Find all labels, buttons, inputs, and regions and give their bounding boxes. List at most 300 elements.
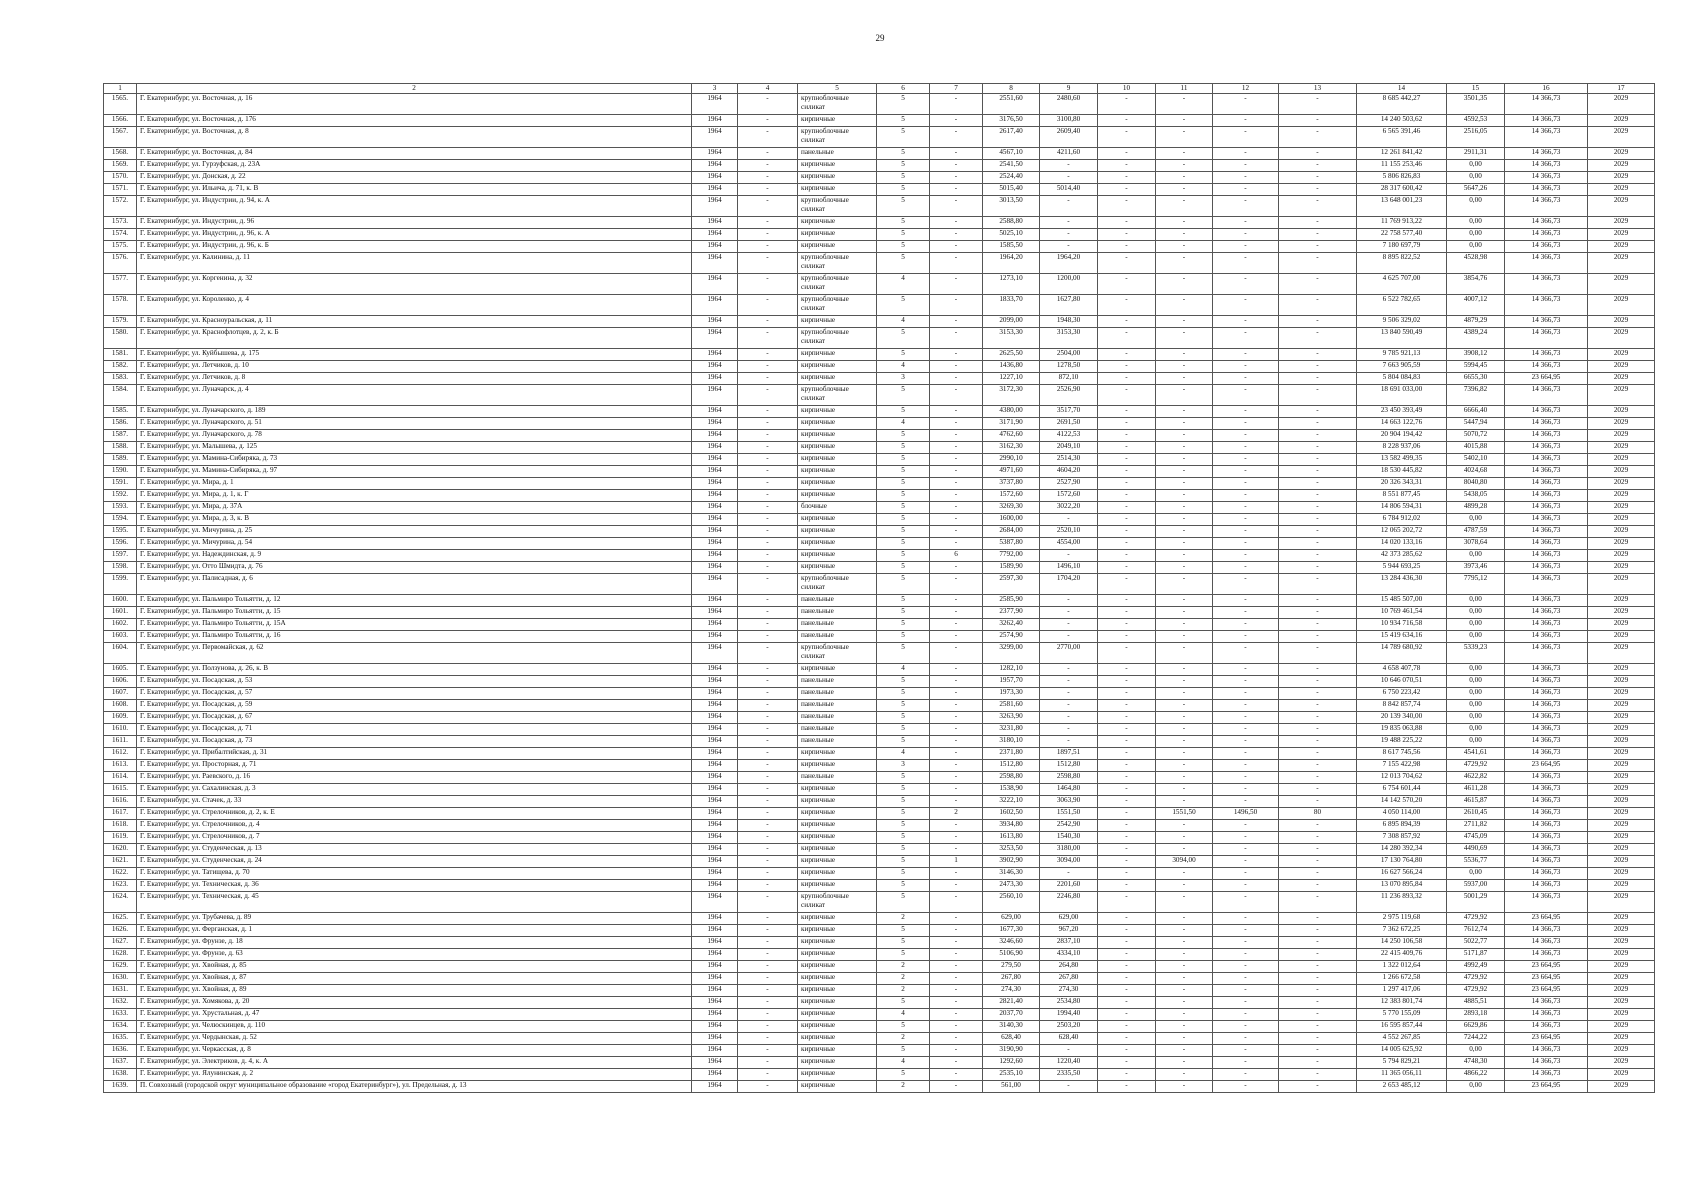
table-cell: - (1279, 607, 1357, 619)
table-cell: - (1156, 406, 1213, 418)
table-cell: - (1213, 1057, 1279, 1069)
table-row (104, 643, 1655, 664)
table-cell: 5 (877, 196, 930, 217)
table-cell: кирпичные (798, 1009, 877, 1021)
table-cell: - (738, 148, 798, 160)
table-cell: 14 142 570,20 (1357, 796, 1447, 808)
table-cell: 5 (877, 127, 930, 148)
table-cell: Г. Екатеринбург, ул. Черкасская, д. 8 (137, 1045, 692, 1057)
table-cell: 628,40 (983, 1033, 1040, 1045)
table-cell: - (1213, 913, 1279, 925)
table-cell: - (1279, 1081, 1357, 1093)
table-cell: Г. Екатеринбург, ул. Первомайская, д. 62 (137, 643, 692, 664)
table-cell: 2029 (1588, 985, 1655, 997)
column-number: 9 (1040, 84, 1098, 94)
table-cell: - (930, 937, 983, 949)
table-cell: кирпичные (798, 748, 877, 760)
table-cell: 2029 (1588, 217, 1655, 229)
table-cell: 1278,50 (1040, 361, 1098, 373)
table-cell: Г. Екатеринбург, ул. Малышева, д. 125 (137, 442, 692, 454)
table-cell: - (1279, 316, 1357, 328)
table-cell: 2029 (1588, 856, 1655, 868)
table-cell: 5 (877, 172, 930, 184)
table-cell: 16 627 566,24 (1357, 868, 1447, 880)
table-cell: кирпичные (798, 664, 877, 676)
table-cell: 14 366,73 (1505, 937, 1588, 949)
table-cell: - (738, 274, 798, 295)
table-cell: кирпичные (798, 1045, 877, 1057)
table-cell: - (1213, 676, 1279, 688)
table-row (104, 973, 1655, 985)
table-row (104, 127, 1655, 148)
table-cell: 2029 (1588, 229, 1655, 241)
table-cell: 6 522 782,65 (1357, 295, 1447, 316)
table-cell: 5070,72 (1447, 430, 1505, 442)
table-cell: 2029 (1588, 676, 1655, 688)
table-cell: - (930, 676, 983, 688)
table-cell: 2029 (1588, 94, 1655, 115)
table-cell: - (1156, 997, 1213, 1009)
table-cell: 1227,10 (983, 373, 1040, 385)
table-cell: 5 (877, 148, 930, 160)
table-cell: - (930, 997, 983, 1009)
table-cell: 3013,50 (983, 196, 1040, 217)
table-cell: 6 (930, 550, 983, 562)
table-cell: 5937,00 (1447, 880, 1505, 892)
table-cell: - (1156, 844, 1213, 856)
table-cell: крупноблочные силикат (798, 328, 877, 349)
table-cell: 274,30 (983, 985, 1040, 997)
table-cell: 1220,40 (1040, 1057, 1098, 1069)
table-cell: 2029 (1588, 832, 1655, 844)
table-cell: крупноблочные силикат (798, 385, 877, 406)
table-cell: П. Совхозный (городской округ муниципальное образование «город Екатеринбург»), ул. Предельная, д. 13 (137, 1081, 692, 1093)
table-cell: - (1156, 172, 1213, 184)
table-cell: - (1213, 619, 1279, 631)
table-cell: - (1213, 784, 1279, 796)
table-cell: 14 366,73 (1505, 1069, 1588, 1081)
table-cell: - (1098, 1021, 1156, 1033)
table-cell: 4122,53 (1040, 430, 1098, 442)
table-cell: - (1156, 772, 1213, 784)
table-cell: 4 (877, 664, 930, 676)
table-cell: 1964 (692, 172, 738, 184)
table-cell: 14 366,73 (1505, 502, 1588, 514)
table-cell: 5 (877, 466, 930, 478)
table-cell: 1619. (104, 832, 137, 844)
table-cell: 2029 (1588, 973, 1655, 985)
table-row (104, 442, 1655, 454)
table-cell: кирпичные (798, 316, 877, 328)
table-cell: 1292,60 (983, 1057, 1040, 1069)
table-cell: - (1098, 973, 1156, 985)
table-cell: 1964 (692, 856, 738, 868)
housing-register-table (103, 83, 1655, 1093)
table-cell: - (1098, 418, 1156, 430)
table-row (104, 418, 1655, 430)
table-cell: кирпичные (798, 961, 877, 973)
table-cell: 1200,00 (1040, 274, 1098, 295)
table-cell: 1621. (104, 856, 137, 868)
table-cell: - (930, 148, 983, 160)
table-cell: 5 (877, 253, 930, 274)
table-row (104, 502, 1655, 514)
table-cell: - (1098, 856, 1156, 868)
table-cell: 3171,90 (983, 418, 1040, 430)
table-cell: 4 050 114,00 (1357, 808, 1447, 820)
table-cell: 2625,50 (983, 349, 1040, 361)
table-cell: - (930, 1057, 983, 1069)
table-cell: 4380,00 (983, 406, 1040, 418)
table-cell: 14 366,73 (1505, 538, 1588, 550)
table-cell: Г. Екатеринбург, ул. Хвойная, д. 89 (137, 985, 692, 997)
table-cell: 1964 (692, 712, 738, 724)
table-cell: кирпичные (798, 406, 877, 418)
table-cell: - (1156, 385, 1213, 406)
table-cell: кирпичные (798, 784, 877, 796)
table-cell: 1964 (692, 196, 738, 217)
table-cell: 2029 (1588, 796, 1655, 808)
table-cell: 5 (877, 997, 930, 1009)
table-cell: 267,80 (1040, 973, 1098, 985)
table-cell: крупноблочные силикат (798, 574, 877, 595)
table-cell: - (738, 430, 798, 442)
table-cell: - (1156, 253, 1213, 274)
table-row (104, 160, 1655, 172)
table-cell: 2837,10 (1040, 937, 1098, 949)
table-cell: - (1040, 550, 1098, 562)
table-cell: - (1213, 880, 1279, 892)
table-row (104, 466, 1655, 478)
table-cell: - (1156, 913, 1213, 925)
table-cell: 0,00 (1447, 160, 1505, 172)
table-row (104, 820, 1655, 832)
table-row (104, 688, 1655, 700)
table-cell: 4334,10 (1040, 949, 1098, 961)
table-cell: - (1098, 430, 1156, 442)
table-cell: 3501,35 (1447, 94, 1505, 115)
table-cell: - (1213, 490, 1279, 502)
table-cell: 1677,30 (983, 925, 1040, 937)
table-cell: 2029 (1588, 316, 1655, 328)
table-cell: 1964 (692, 985, 738, 997)
table-cell: - (1156, 1081, 1213, 1093)
table-cell: 2371,80 (983, 748, 1040, 760)
table-cell: - (1279, 217, 1357, 229)
table-cell: - (1156, 94, 1213, 115)
table-cell: - (1279, 526, 1357, 538)
table-cell: - (1098, 127, 1156, 148)
table-cell: 14 366,73 (1505, 253, 1588, 274)
table-cell: 5 804 084,83 (1357, 373, 1447, 385)
table-cell: - (930, 430, 983, 442)
table-cell: - (930, 985, 983, 997)
table-cell: - (1279, 514, 1357, 526)
table-cell: 3737,80 (983, 478, 1040, 490)
table-cell: - (1279, 631, 1357, 643)
table-cell: - (1098, 406, 1156, 418)
table-cell: - (1156, 925, 1213, 937)
table-cell: 2029 (1588, 997, 1655, 1009)
table-cell: 14 366,73 (1505, 316, 1588, 328)
table-cell: 6 754 601,44 (1357, 784, 1447, 796)
table-cell: - (738, 700, 798, 712)
table-cell: - (1156, 868, 1213, 880)
table-cell: - (738, 502, 798, 514)
table-cell: 1588. (104, 442, 137, 454)
table-cell: 2911,31 (1447, 148, 1505, 160)
column-number: 11 (1156, 84, 1213, 94)
table-cell: 5 (877, 772, 930, 784)
table-cell: - (930, 1009, 983, 1021)
column-number: 17 (1588, 84, 1655, 94)
table-cell: - (738, 607, 798, 619)
table-cell: 1964 (692, 514, 738, 526)
table-cell: - (1098, 94, 1156, 115)
table-cell: - (1098, 1045, 1156, 1057)
table-cell: 0,00 (1447, 664, 1505, 676)
table-row (104, 748, 1655, 760)
table-cell: - (1156, 607, 1213, 619)
table-cell: 1575. (104, 241, 137, 253)
table-cell: - (738, 1069, 798, 1081)
table-cell: 1964 (692, 949, 738, 961)
table-cell: - (930, 526, 983, 538)
table-row (104, 664, 1655, 676)
table-row (104, 700, 1655, 712)
table-cell: 1637. (104, 1057, 137, 1069)
table-cell: - (1098, 748, 1156, 760)
table-cell: 1964,20 (1040, 253, 1098, 274)
table-cell: 0,00 (1447, 595, 1505, 607)
table-cell: 2990,10 (983, 454, 1040, 466)
table-cell: - (1040, 700, 1098, 712)
table-cell: 14 366,73 (1505, 241, 1588, 253)
table-cell: 2029 (1588, 607, 1655, 619)
table-cell: - (1040, 724, 1098, 736)
table-row (104, 796, 1655, 808)
table-cell: - (1040, 631, 1098, 643)
table-cell: 1964 (692, 1057, 738, 1069)
table-cell: крупноблочные силикат (798, 253, 877, 274)
table-cell: - (930, 772, 983, 784)
table-cell: 15 485 507,00 (1357, 595, 1447, 607)
table-cell: - (1279, 856, 1357, 868)
table-cell: 14 250 106,58 (1357, 937, 1447, 949)
table-cell: 2534,80 (1040, 997, 1098, 1009)
table-cell: Г. Екатеринбург, ул. Красноуральская, д. 11 (137, 316, 692, 328)
table-cell: 2029 (1588, 784, 1655, 796)
table-cell: 9 785 921,13 (1357, 349, 1447, 361)
table-cell: 274,30 (1040, 985, 1098, 997)
table-cell: 3908,12 (1447, 349, 1505, 361)
table-cell: - (930, 574, 983, 595)
table-cell: - (738, 619, 798, 631)
table-cell: 2581,60 (983, 700, 1040, 712)
table-cell: - (1279, 349, 1357, 361)
table-cell: - (738, 985, 798, 997)
table-cell: 3973,46 (1447, 562, 1505, 574)
table-cell: - (1213, 328, 1279, 349)
table-cell: Г. Екатеринбург, ул. Мира, д. 1, к. Г (137, 490, 692, 502)
table-cell: - (1213, 172, 1279, 184)
table-cell: 14 366,73 (1505, 664, 1588, 676)
table-cell: 2520,10 (1040, 526, 1098, 538)
table-cell: - (1098, 700, 1156, 712)
table-cell: 2480,60 (1040, 94, 1098, 115)
table-cell: - (1098, 619, 1156, 631)
table-cell: 5 (877, 892, 930, 913)
table-cell: Г. Екатеринбург, ул. Хвойная, д. 85 (137, 961, 692, 973)
table-cell: 5 (877, 328, 930, 349)
table-cell: 0,00 (1447, 229, 1505, 241)
table-cell: Г. Екатеринбург, ул. Коргенина, д. 32 (137, 274, 692, 295)
table-cell: - (1040, 868, 1098, 880)
table-cell: - (738, 784, 798, 796)
table-cell: - (1156, 1057, 1213, 1069)
table-cell: 13 582 499,35 (1357, 454, 1447, 466)
table-cell: Г. Екатеринбург, ул. Мамина-Сибиряка, д. 97 (137, 466, 692, 478)
table-cell: - (738, 913, 798, 925)
table-cell: 2574,90 (983, 631, 1040, 643)
table-cell: 5 (877, 295, 930, 316)
table-cell: 0,00 (1447, 676, 1505, 688)
table-cell: 2029 (1588, 700, 1655, 712)
table-cell: 3094,00 (1156, 856, 1213, 868)
table-cell: 5 (877, 676, 930, 688)
table-cell: Г. Екатеринбург, ул. Мира, д. 1 (137, 478, 692, 490)
table-cell: 1570. (104, 172, 137, 184)
table-cell: 1964 (692, 1069, 738, 1081)
table-cell: - (1279, 619, 1357, 631)
table-cell: - (738, 406, 798, 418)
table-cell: - (1098, 997, 1156, 1009)
table-cell: 5 (877, 796, 930, 808)
table-cell: - (1213, 1045, 1279, 1057)
table-cell: 2029 (1588, 196, 1655, 217)
table-cell: - (1040, 664, 1098, 676)
table-cell: 5 (877, 241, 930, 253)
table-cell: 2029 (1588, 1033, 1655, 1045)
table-cell: - (1156, 562, 1213, 574)
table-cell: 2029 (1588, 478, 1655, 490)
table-cell: 6655,30 (1447, 373, 1505, 385)
table-cell: 1964 (692, 385, 738, 406)
table-row (104, 361, 1655, 373)
table-cell: кирпичные (798, 832, 877, 844)
table-cell: - (738, 316, 798, 328)
table-cell: 2029 (1588, 574, 1655, 595)
table-cell: 5 (877, 1045, 930, 1057)
table-cell: - (1213, 631, 1279, 643)
column-number: 3 (692, 84, 738, 94)
table-row (104, 760, 1655, 772)
table-cell: - (1040, 217, 1098, 229)
table-cell: 2 (877, 961, 930, 973)
table-cell: 7 362 672,25 (1357, 925, 1447, 937)
table-cell: - (738, 796, 798, 808)
table-cell: - (1279, 253, 1357, 274)
table-cell: - (738, 997, 798, 1009)
table-cell: Г. Екатеринбург, ул. Пальмиро Тольятти, д. 16 (137, 631, 692, 643)
table-cell: - (738, 466, 798, 478)
table-cell: 2 (877, 973, 930, 985)
table-cell: 14 366,73 (1505, 1021, 1588, 1033)
table-row (104, 676, 1655, 688)
table-cell: 14 366,73 (1505, 361, 1588, 373)
table-cell: 1964 (692, 688, 738, 700)
table-cell: - (930, 844, 983, 856)
table-cell: - (1279, 736, 1357, 748)
table-cell: - (930, 961, 983, 973)
table-cell: 1630. (104, 973, 137, 985)
table-cell: 14 366,73 (1505, 418, 1588, 430)
table-cell: 1635. (104, 1033, 137, 1045)
table-cell: 14 806 594,31 (1357, 502, 1447, 514)
table-cell: - (1098, 454, 1156, 466)
table-cell: 3269,30 (983, 502, 1040, 514)
table-cell: 14 366,73 (1505, 349, 1588, 361)
table-cell: 1964 (692, 406, 738, 418)
table-cell: - (1156, 442, 1213, 454)
table-cell: - (930, 229, 983, 241)
table-cell: 14 366,73 (1505, 832, 1588, 844)
table-cell: 1578. (104, 295, 137, 316)
table-cell: - (930, 466, 983, 478)
table-cell: 3262,40 (983, 619, 1040, 631)
table-cell: - (1213, 295, 1279, 316)
table-cell: - (1156, 241, 1213, 253)
table-row (104, 1081, 1655, 1093)
table-cell: панельные (798, 595, 877, 607)
table-cell: - (930, 361, 983, 373)
table-cell: 14 366,73 (1505, 820, 1588, 832)
table-cell: - (1156, 631, 1213, 643)
table-cell: 0,00 (1447, 607, 1505, 619)
table-cell: 14 366,73 (1505, 1045, 1588, 1057)
table-cell: 4554,00 (1040, 538, 1098, 550)
table-cell: - (1213, 688, 1279, 700)
table-cell: 2029 (1588, 820, 1655, 832)
table-cell: 1964 (692, 502, 738, 514)
table-cell: панельные (798, 736, 877, 748)
table-cell: 1964 (692, 1009, 738, 1021)
table-cell: - (1098, 772, 1156, 784)
table-cell: Г. Екатеринбург, ул. Техническая, д. 36 (137, 880, 692, 892)
table-cell: 20 326 343,31 (1357, 478, 1447, 490)
table-cell: - (1279, 430, 1357, 442)
table-cell: 14 366,73 (1505, 868, 1588, 880)
table-row (104, 328, 1655, 349)
table-row (104, 514, 1655, 526)
table-cell: крупноблочные силикат (798, 94, 877, 115)
table-cell: 1551,50 (1040, 808, 1098, 820)
table-cell: 1634. (104, 1021, 137, 1033)
table-cell: 5 806 826,83 (1357, 172, 1447, 184)
table-cell: - (1156, 418, 1213, 430)
table-cell: 14 366,73 (1505, 892, 1588, 913)
table-cell: 9 506 329,02 (1357, 316, 1447, 328)
table-cell: кирпичные (798, 349, 877, 361)
table-cell: 14 366,73 (1505, 595, 1588, 607)
table-cell: 3022,20 (1040, 502, 1098, 514)
table-cell: - (1098, 1081, 1156, 1093)
table-cell: 1964 (692, 925, 738, 937)
table-cell: Г. Екатеринбург, ул. Хвойная, д. 87 (137, 973, 692, 985)
table-cell: Г. Екатеринбург, ул. Раевского, д. 16 (137, 772, 692, 784)
table-cell: - (930, 241, 983, 253)
table-cell: - (930, 442, 983, 454)
